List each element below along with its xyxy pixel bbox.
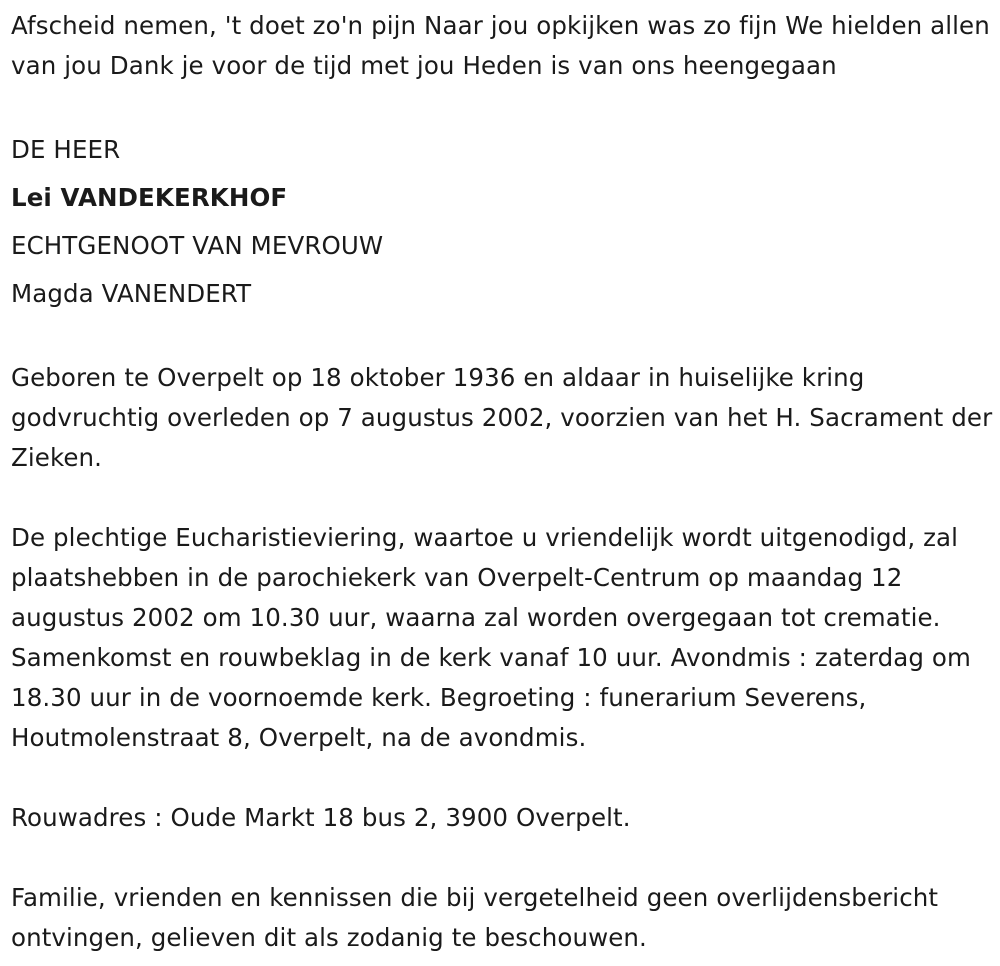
spacer [11,478,996,518]
closing-note: Familie, vrienden en kennissen die bij vergetelheid geen overlijdensbericht ontvingen, gelieven dit als zodanig te beschouwen. [11,883,939,952]
mourning-address: Rouwadres : Oude Markt 18 bus 2, 3900 Overpelt. [11,803,631,832]
spacer [11,758,996,798]
spacer [11,86,996,126]
spacer [11,318,996,358]
honorific-title: DE HEER [11,135,121,164]
spouse-label: ECHTGENOOT VAN MEVROUW [11,231,384,260]
spouse-name: Magda VANENDERT [11,279,252,308]
birth-death-paragraph: Geboren te Overpelt op 18 oktober 1936 en aldaar in huiselijke kring godvruchtig overleden op 7 augustus 2002, voorzien van het H. Sacrament der Zieken. [11,363,993,472]
spacer [11,838,996,878]
deceased-name: Lei VANDEKERKHOF [11,183,288,212]
obituary-notice [11,6,996,958]
memorial-poem: Afscheid nemen, 't doet zo'n pijn Naar jou opkijken was zo fijn We hielden allen van jou Dank je voor de tijd met jou Heden is van ons heengegaan [11,11,990,80]
ceremony-paragraph: De plechtige Eucharistieviering, waartoe u vriendelijk wordt uitgenodigd, zal plaatshebben in de parochiekerk van Overpelt-Centrum op maandag 12 augustus 2002 om 10.30 uur, waarna zal worden overgegaan tot crematie. Samenkomst en rouwbeklag in de kerk vanaf 10 uur. Avondmis : zaterdag om 18.30 uur in de voornoemde kerk. Begroeting : funerarium Severens, Houtmolenstraat 8, Overpelt, na de avondmis. [11,523,971,752]
